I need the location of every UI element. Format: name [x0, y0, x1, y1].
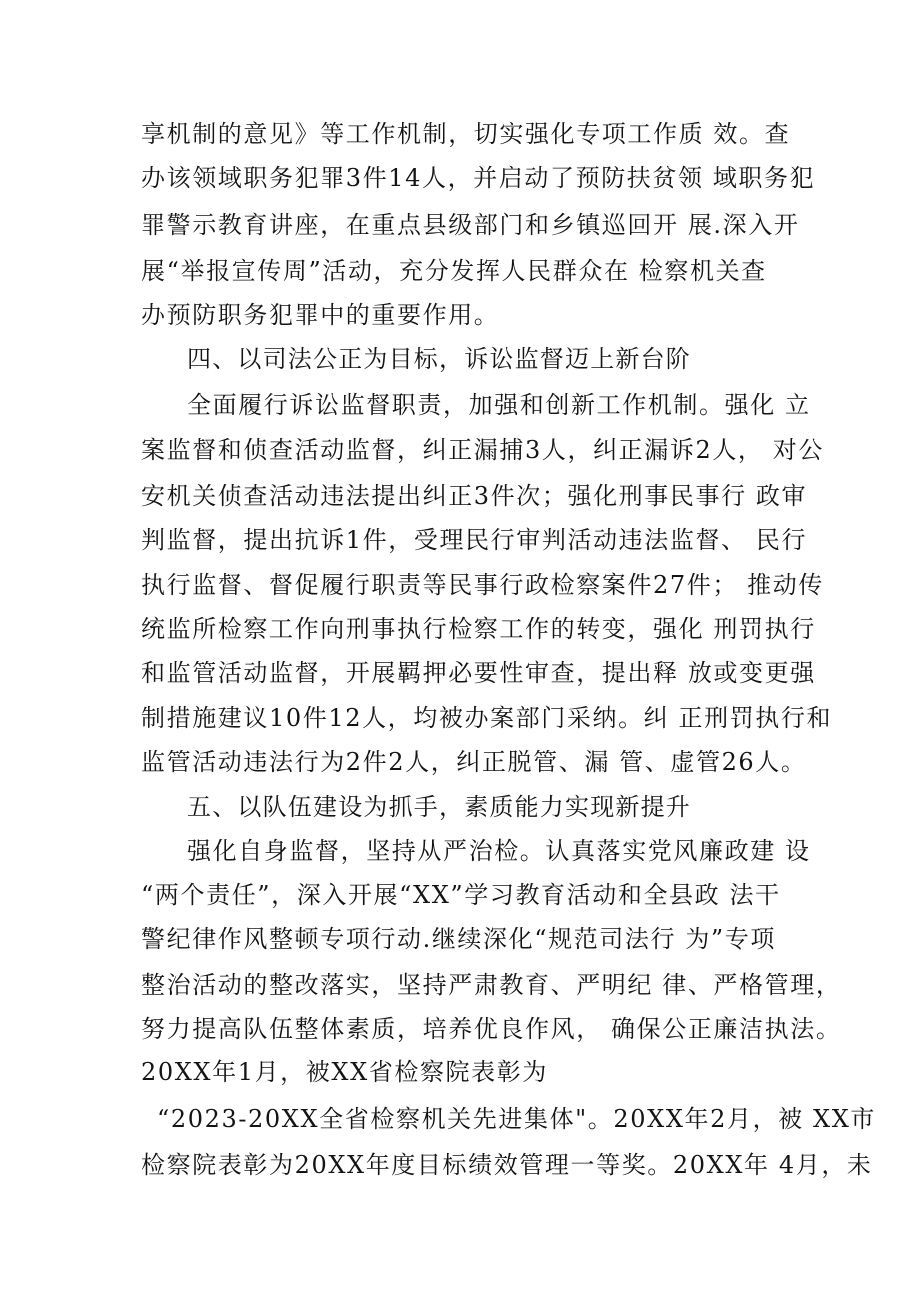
text-line: 安机关侦查活动违法提出纠正3件次；强化刑事民事行 政审: [141, 482, 808, 510]
text-line: 执行监督、督促履行职责等民事行政检察案件27件； 推动传: [141, 571, 824, 599]
text-line: 警纪律作风整顿专项行动.继续深化“规范司法行 为”专项: [141, 925, 776, 953]
text-line: 办预防职务犯罪中的重要作用。: [141, 301, 500, 329]
text-line: 监管活动违法行为2件2人，纠正脱管、漏 管、虚管26人。: [141, 748, 807, 776]
text-line: 罪警示教育讲座，在重点县级部门和乡镇巡回开 展.深入开: [141, 211, 800, 239]
text-line: 展“举报宣传周”活动，充分发挥人民群众在 检察机关查: [141, 257, 767, 285]
text-line: 统监所检察工作向刑事执行检察工作的转变，强化 刑罚执行: [141, 615, 816, 643]
text-line: 全面履行诉讼监督职责，加强和创新工作机制。强化 立: [187, 391, 811, 419]
section-heading: 四、以司法公正为目标，诉讼监督迈上新台阶: [187, 345, 691, 373]
text-line: 办该领域职务犯罪3件14人，并启动了预防扶贫领 域职务犯: [141, 164, 816, 192]
text-line: 努力提高队伍整体素质，培养优良作风， 确保公正廉洁执法。: [141, 1015, 842, 1043]
text-line: 检察院表彰为20XX年度目标绩效管理一等奖。20XX年 4月，未: [141, 1151, 873, 1179]
text-line: 和监管活动监督，开展羁押必要性审查，提出释 放或变更强: [141, 659, 816, 687]
text-line: 强化自身监督，坚持从严治检。认真落实党风廉政建 设: [187, 837, 811, 865]
text-line: 20XX年1月，被XX省检察院表彰为: [141, 1058, 548, 1086]
section-heading: 五、以队伍建设为抓手，素质能力实现新提升: [187, 793, 691, 821]
text-line: “2023-20XX全省检察机关先进集体"。20XX年2月，被 XX市: [157, 1105, 876, 1133]
text-line: 案监督和侦查活动监督，纠正漏捕3人，纠正漏诉2人， 对公: [141, 436, 824, 464]
text-line: “两个责任”，深入开展“XX”学习教育活动和全县政 法干: [141, 881, 781, 909]
text-line: 整治活动的整改落实，坚持严肃教育、严明纪 律、严格管理，: [141, 971, 842, 999]
text-line: 制措施建议10件12人，均被办案部门采纳。纠 正刑罚执行和: [141, 704, 833, 732]
text-line: 判监督，提出抗诉1件，受理民行审判活动违法监督、 民行: [141, 526, 808, 554]
text-line: 享机制的意见》等工作机制，切实强化专项工作质 效。查: [141, 120, 791, 148]
